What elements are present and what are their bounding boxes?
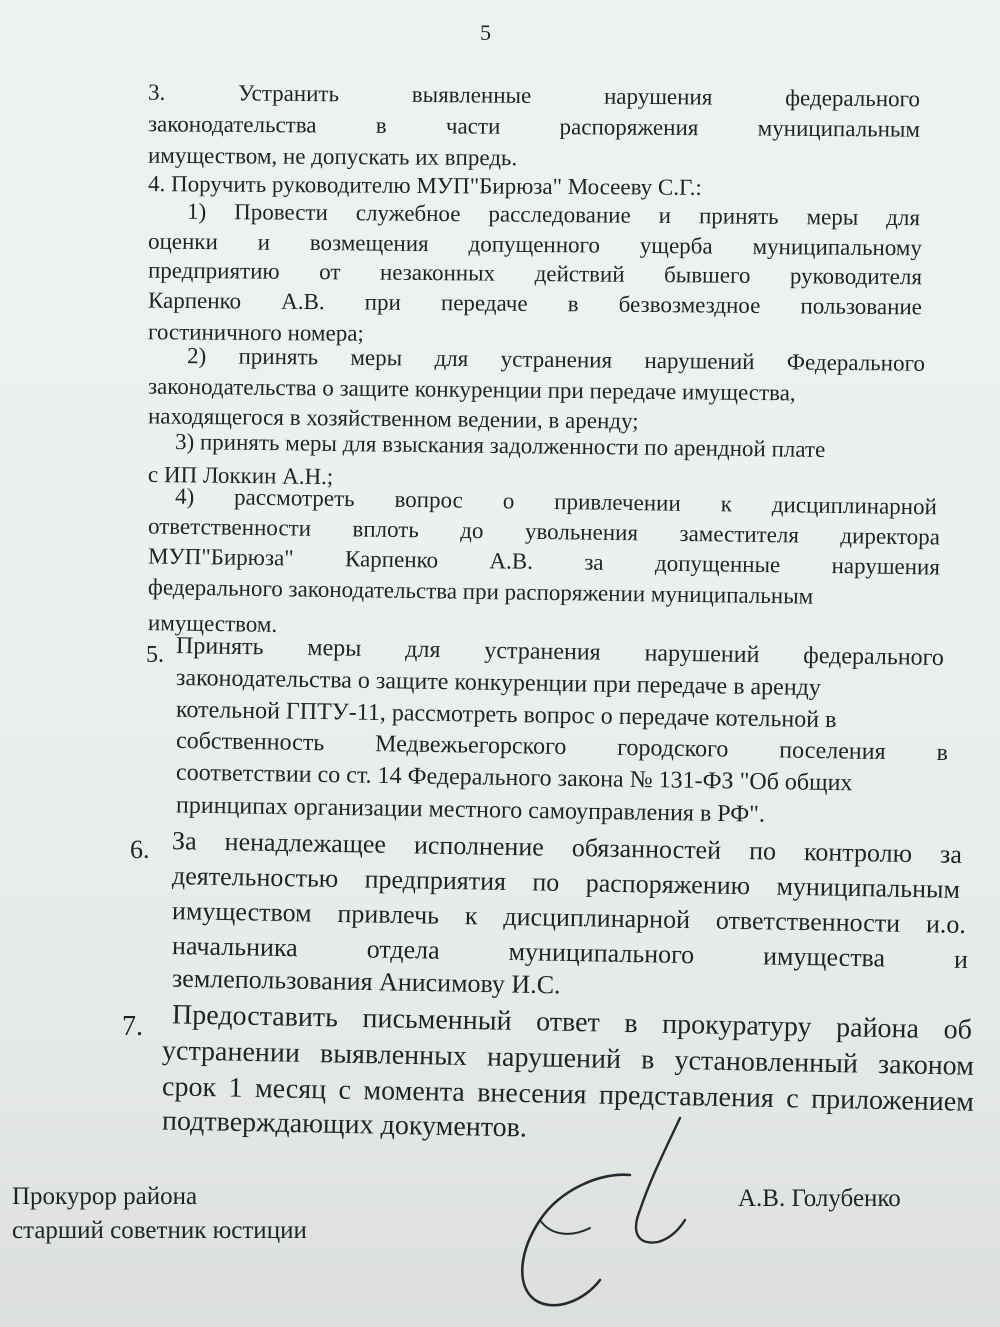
word: Карпенко	[344, 546, 439, 573]
word: отдела	[366, 934, 440, 965]
word: обязанностей	[571, 833, 722, 865]
word: вплоть	[352, 516, 420, 543]
word: приложением	[810, 1083, 975, 1118]
item4-sub2-line3: находящегося в хозяйственном ведении, в аренду;	[147, 403, 639, 434]
word: дисциплинарной	[771, 492, 938, 520]
word: 1	[228, 1072, 243, 1104]
word: имущества	[762, 941, 886, 973]
item5-line6: принципах организации местного самоуправления в РФ".	[175, 792, 766, 828]
item4-sub4-line4: федерального законодательства при распоряжении муниципальным	[147, 574, 814, 609]
word: 3.	[147, 79, 166, 105]
word: к	[720, 491, 733, 517]
signature-title	[12, 1180, 307, 1248]
word: до	[460, 517, 484, 544]
word: месяц	[254, 1072, 327, 1106]
word: привлечении	[554, 488, 681, 516]
word: об	[943, 1014, 973, 1046]
word: за	[584, 549, 604, 575]
signatory-name: А.В. Голубенко	[738, 1185, 901, 1212]
item6-line5: землепользования Анисимову И.С.	[171, 963, 561, 1000]
word: и	[658, 202, 672, 229]
word: привлечь	[337, 898, 440, 930]
signature-title-line1: Прокурор района	[12, 1183, 198, 1210]
word: 1)	[186, 198, 207, 224]
word: представления	[598, 1079, 775, 1114]
word: Предоставить	[171, 999, 339, 1034]
word: За	[171, 826, 197, 856]
word: вопрос	[394, 486, 464, 513]
word: прокуратуру	[661, 1008, 812, 1043]
item4-sub2-line2: законодательства о защите конкуренции при передаче имущества,	[147, 373, 796, 406]
word: части	[445, 113, 501, 139]
item5-number: 5.	[146, 642, 164, 668]
word: контролю	[803, 837, 913, 869]
word: письменный	[362, 1002, 512, 1037]
word: предприятия	[364, 864, 507, 896]
word: срок	[161, 1071, 217, 1104]
word: по	[532, 867, 560, 897]
item4-sub3-line2: с ИП Локкин А.Н.;	[147, 461, 334, 490]
word: внесения	[476, 1077, 587, 1111]
word: бывшего	[663, 262, 751, 288]
word: с	[785, 1083, 800, 1115]
word: в	[567, 291, 579, 317]
word: заместителя	[679, 520, 800, 548]
word: Принять	[175, 632, 264, 661]
word: незаконных	[379, 259, 496, 286]
word: возмещения	[309, 230, 429, 257]
word: устранения	[500, 346, 613, 373]
word: имуществом	[171, 896, 312, 928]
word: меры	[307, 635, 362, 662]
item4-sub2-line1	[187, 342, 925, 378]
word: Федерального	[786, 349, 926, 376]
word: Провести	[234, 199, 328, 226]
word: в	[375, 112, 387, 138]
word: меры	[350, 344, 403, 371]
item3-line2	[148, 110, 920, 143]
word: безвозмездное	[618, 291, 761, 318]
item4-sub3-line1: 3) принять меры для взыскания задолженности по арендной плате	[174, 429, 826, 462]
word: в	[624, 1008, 638, 1040]
word: момента	[363, 1075, 466, 1109]
word: о	[502, 488, 515, 514]
word: и	[953, 944, 969, 974]
word: руководителя	[789, 263, 923, 290]
word: ответственности	[715, 905, 901, 938]
word: по	[748, 836, 777, 866]
word: для	[886, 204, 921, 231]
word: нарушений	[644, 347, 755, 375]
word: муниципального	[508, 936, 695, 970]
word: принять	[698, 203, 779, 229]
word: нарушения	[603, 83, 713, 110]
word: служебное	[355, 200, 461, 227]
word: директора	[840, 523, 941, 550]
word: ответственности	[147, 513, 312, 541]
word: действий	[534, 260, 625, 287]
word: расследование	[488, 201, 631, 228]
word: муниципальным	[776, 871, 961, 904]
item6-number: 6.	[130, 835, 150, 864]
word: пользование	[800, 293, 923, 320]
item4-sub1-line5: гостиничного номера;	[147, 319, 364, 346]
signature-icon	[480, 1110, 720, 1320]
item4-sub1-line3	[148, 257, 922, 292]
word: законом	[877, 1048, 975, 1082]
word: нарушений	[644, 640, 760, 669]
word: с	[338, 1074, 352, 1106]
word: поселения	[779, 737, 886, 766]
word: федерального	[803, 642, 945, 672]
word: ответ	[535, 1006, 601, 1039]
word: муниципальным	[757, 115, 921, 142]
word: собственность	[175, 727, 325, 757]
word: оценки	[147, 228, 218, 255]
word: установленный	[674, 1045, 859, 1080]
word: городского	[617, 734, 729, 763]
word: и.о.	[925, 909, 967, 939]
word: за	[939, 839, 963, 869]
word: начальника	[171, 931, 299, 963]
word: района	[835, 1012, 920, 1045]
word: предприятию	[147, 257, 280, 284]
item3-line1	[148, 79, 920, 114]
item4-sub1-line4	[148, 287, 922, 322]
word: устранения	[484, 637, 601, 666]
word: выявленные	[411, 81, 532, 108]
word: меры	[806, 204, 859, 230]
word: 4)	[174, 483, 195, 509]
page-number: 5	[480, 20, 491, 45]
word: принять	[238, 343, 319, 370]
item5-line2: законодательства о защите конкуренции при передаче в аренду	[175, 664, 822, 702]
item5-line3: котельной ГПТУ-11, рассмотреть вопрос о передаче котельной в	[175, 696, 837, 734]
item5-line5: соответствии со ст. 14 Федерального закона № 131-ФЗ "Об общих	[175, 759, 853, 797]
word: нарушений	[486, 1041, 622, 1076]
word: муниципальному	[752, 233, 923, 261]
word: Медвежьегорского	[374, 731, 567, 761]
word: рассмотреть	[233, 484, 355, 512]
item4-heading: 4. Поручить руководителю МУП"Бирюза" Мосееву С.Г.:	[147, 171, 702, 200]
word: и	[257, 229, 271, 255]
word: выявленных	[319, 1038, 468, 1073]
word: допущенные	[654, 550, 781, 578]
item7-line4: подтверждающих документов.	[161, 1105, 528, 1144]
word: дисциплинарной	[503, 901, 691, 935]
word: МУП"Бирюза"	[147, 543, 294, 571]
word: ненадлежащее	[224, 827, 387, 859]
word: Устранить	[237, 80, 340, 107]
word: законодательства	[147, 111, 317, 138]
word: Карпенко	[147, 287, 242, 314]
word: в	[640, 1044, 655, 1076]
word: к	[464, 901, 478, 931]
word: устранении	[161, 1035, 301, 1069]
item3-line3: имуществом, не допускать их впредь.	[147, 142, 518, 171]
word: нарушения	[831, 553, 941, 580]
word: А.В.	[489, 548, 534, 574]
word: в	[936, 739, 949, 767]
item7-number: 7.	[122, 1011, 143, 1042]
item4-sub1-line1	[187, 198, 920, 232]
item4-sub4-line5: имуществом.	[147, 610, 278, 637]
word: распоряжению	[585, 868, 751, 901]
word: распоряжения	[559, 114, 699, 141]
word: увольнения	[524, 518, 639, 546]
word: для	[405, 636, 441, 664]
word: 2)	[186, 343, 207, 369]
signature-title-line2: старший советник юстиции	[12, 1217, 307, 1244]
word: федерального	[785, 85, 921, 112]
word: допущенного	[468, 231, 601, 258]
word: деятельностью	[171, 861, 339, 894]
word: при	[364, 289, 401, 315]
word: для	[434, 345, 469, 372]
word: А.В.	[281, 288, 325, 315]
word: передаче	[440, 290, 528, 316]
word: исполнение	[413, 830, 545, 862]
word: от	[319, 259, 341, 285]
word: ущерба	[639, 232, 713, 259]
